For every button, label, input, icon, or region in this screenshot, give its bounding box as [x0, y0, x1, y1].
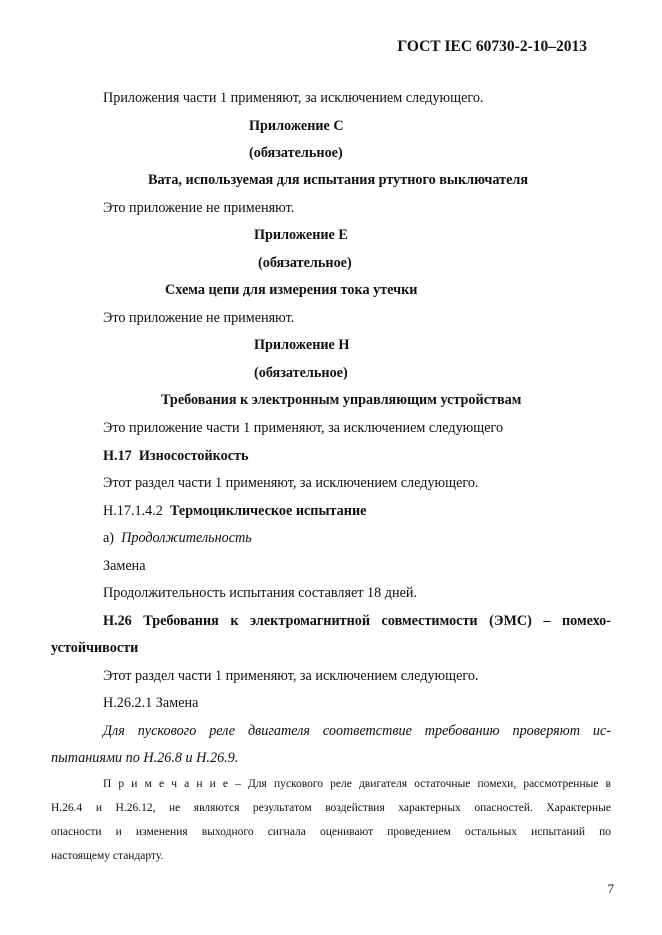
compliance-text-line2: пытаниями по Н.26.8 и Н.26.9. — [51, 750, 239, 766]
section-h2621-heading: Н.26.2.1 Замена — [103, 695, 199, 711]
section-h17142-title: Термоциклическое испытание — [170, 503, 367, 519]
note-label: П р и м е ч а н и е — [103, 778, 228, 790]
page-number: 7 — [607, 881, 614, 896]
note-line1 — [103, 777, 611, 792]
item-a — [103, 529, 252, 547]
note-line2: Н.26.4 и Н.26.12, не являются результатом воздействия характерных опасностей. Характерные — [51, 802, 611, 814]
appendix-c-title: Приложение С — [249, 118, 344, 134]
appendix-e-name: Схема цепи для измерения тока утечки — [165, 282, 418, 298]
section-h26-heading-line1: Н.26 Требования к электромагнитной совместимости (ЭМС) – помехо- — [103, 613, 611, 629]
appendix-h-status: (обязательное) — [254, 365, 348, 381]
intro-text: Приложения части 1 применяют, за исключением следующего. — [103, 90, 484, 106]
appendix-e-status: (обязательное) — [258, 255, 352, 271]
item-a-label: а) — [103, 530, 115, 546]
section-h17-text: Этот раздел части 1 применяют, за исключением следующего. — [103, 475, 479, 491]
item-a-text: Продолжительность — [121, 530, 252, 546]
note-line3: опасности и изменения выходного сигнала оценивают проведением остальных испытаний по — [51, 826, 611, 838]
appendix-c-status: (обязательное) — [249, 145, 343, 161]
note-line1-text: – Для пускового реле двигателя остаточные помехи, рассмотренные в — [227, 778, 611, 790]
section-h17-heading — [103, 447, 248, 465]
duration-text: Продолжительность испытания составляет 18 дней. — [103, 585, 418, 601]
section-h26-text: Этот раздел части 1 применяют, за исключением следующего. — [103, 668, 479, 684]
replacement-label: Замена — [103, 558, 146, 574]
appendix-h-title: Приложение Н — [254, 337, 350, 353]
section-h17142-number: Н.17.1.4.2 — [103, 503, 163, 519]
note-line4: настоящему стандарту. — [51, 850, 164, 862]
section-h17-number: Н.17 — [103, 448, 132, 464]
document-header: ГОСТ IEC 60730-2-10–2013 — [397, 38, 587, 55]
appendix-h-text: Это приложение части 1 применяют, за исключением следующего — [103, 420, 504, 436]
appendix-c-text: Это приложение не применяют. — [103, 200, 295, 216]
appendix-c-name: Вата, используемая для испытания ртутного выключателя — [148, 172, 529, 188]
appendix-e-text: Это приложение не применяют. — [103, 310, 295, 326]
section-h26-heading-line2: устойчивости — [51, 640, 139, 656]
compliance-text-line1: Для пускового реле двигателя соответствие требованию проверяют ис- — [103, 723, 611, 739]
appendix-h-name: Требования к электронным управляющим устройствам — [161, 392, 522, 408]
section-h17142-heading — [103, 502, 366, 520]
appendix-e-title: Приложение Е — [254, 227, 348, 243]
section-h17-title: Износостойкость — [138, 448, 249, 464]
